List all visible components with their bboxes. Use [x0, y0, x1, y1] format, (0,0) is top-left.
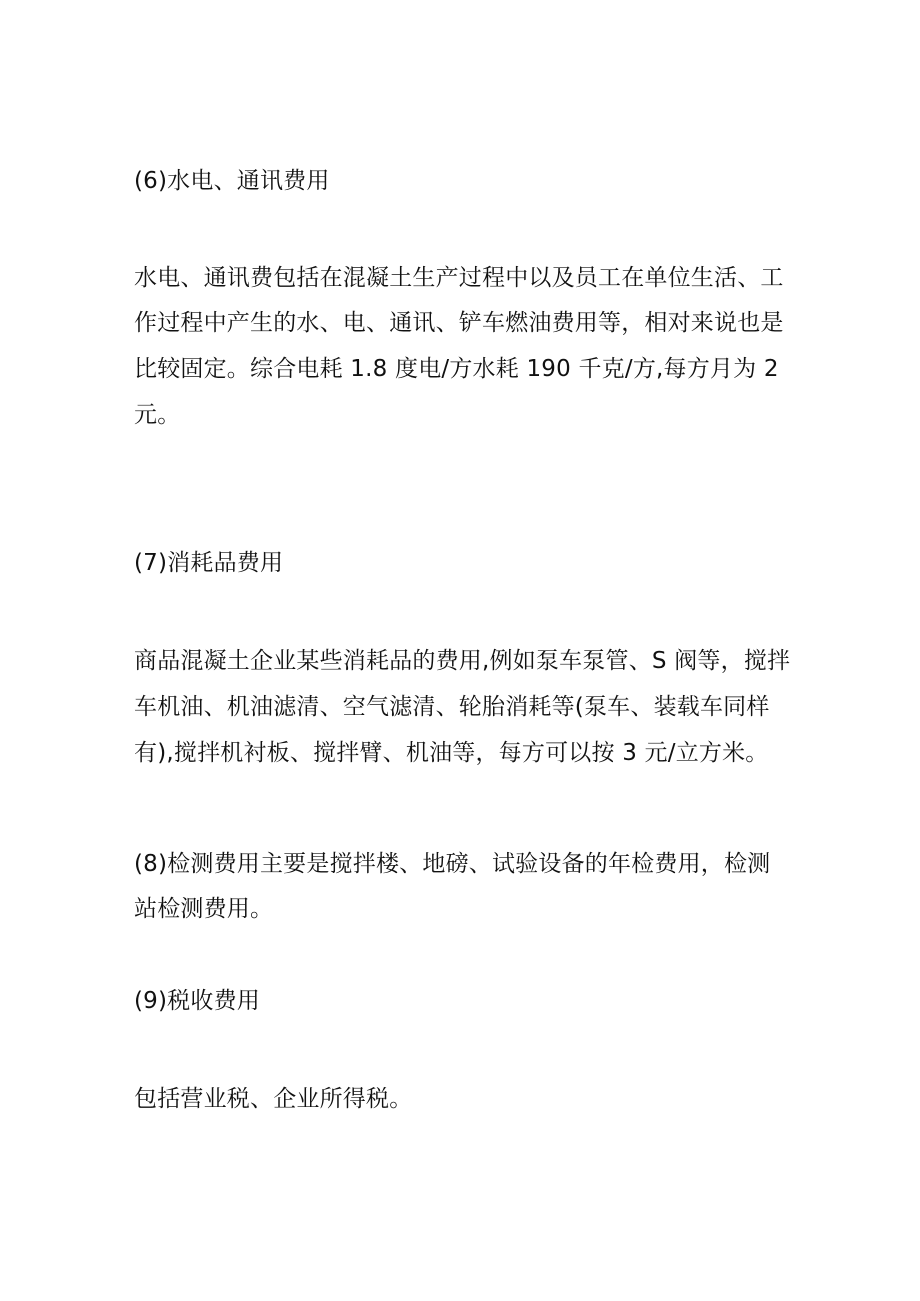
section-9-paragraph-line-1: 包括营业税、企业所得税。 [134, 1086, 413, 1112]
section-6-paragraph-line-4: 元。 [134, 402, 181, 428]
section-7-paragraph-line-3: 有),搅拌机衬板、搅拌臂、机油等，每方可以按 3 元/立方米。 [134, 740, 769, 766]
section-8-paragraph-line-1: (8)检测费用主要是搅拌楼、地磅、试验设备的年检费用，检测 [134, 851, 771, 877]
section-9-heading: (9)税收费用 [134, 988, 260, 1014]
section-7-paragraph-line-1: 商品混凝土企业某些消耗品的费用,例如泵车泵管、S 阀等，搅拌 [134, 648, 791, 674]
section-8-paragraph-line-2: 站检测费用。 [134, 896, 274, 922]
section-7-paragraph-line-2: 车机油、机油滤清、空气滤清、轮胎消耗等(泵车、装载车同样 [134, 694, 770, 720]
section-6-heading: (6)水电、通讯费用 [134, 168, 330, 194]
section-6-paragraph-line-2: 作过程中产生的水、电、通讯、铲车燃油费用等，相对来说也是 [134, 310, 784, 336]
section-6-paragraph-line-1: 水电、通讯费包括在混凝土生产过程中以及员工在单位生活、工 [134, 265, 784, 291]
section-7-heading: (7)消耗品费用 [134, 550, 284, 576]
section-6-paragraph-line-3: 比较固定。综合电耗 1.8 度电/方水耗 190 千克/方,每方月为 2 [134, 356, 779, 382]
